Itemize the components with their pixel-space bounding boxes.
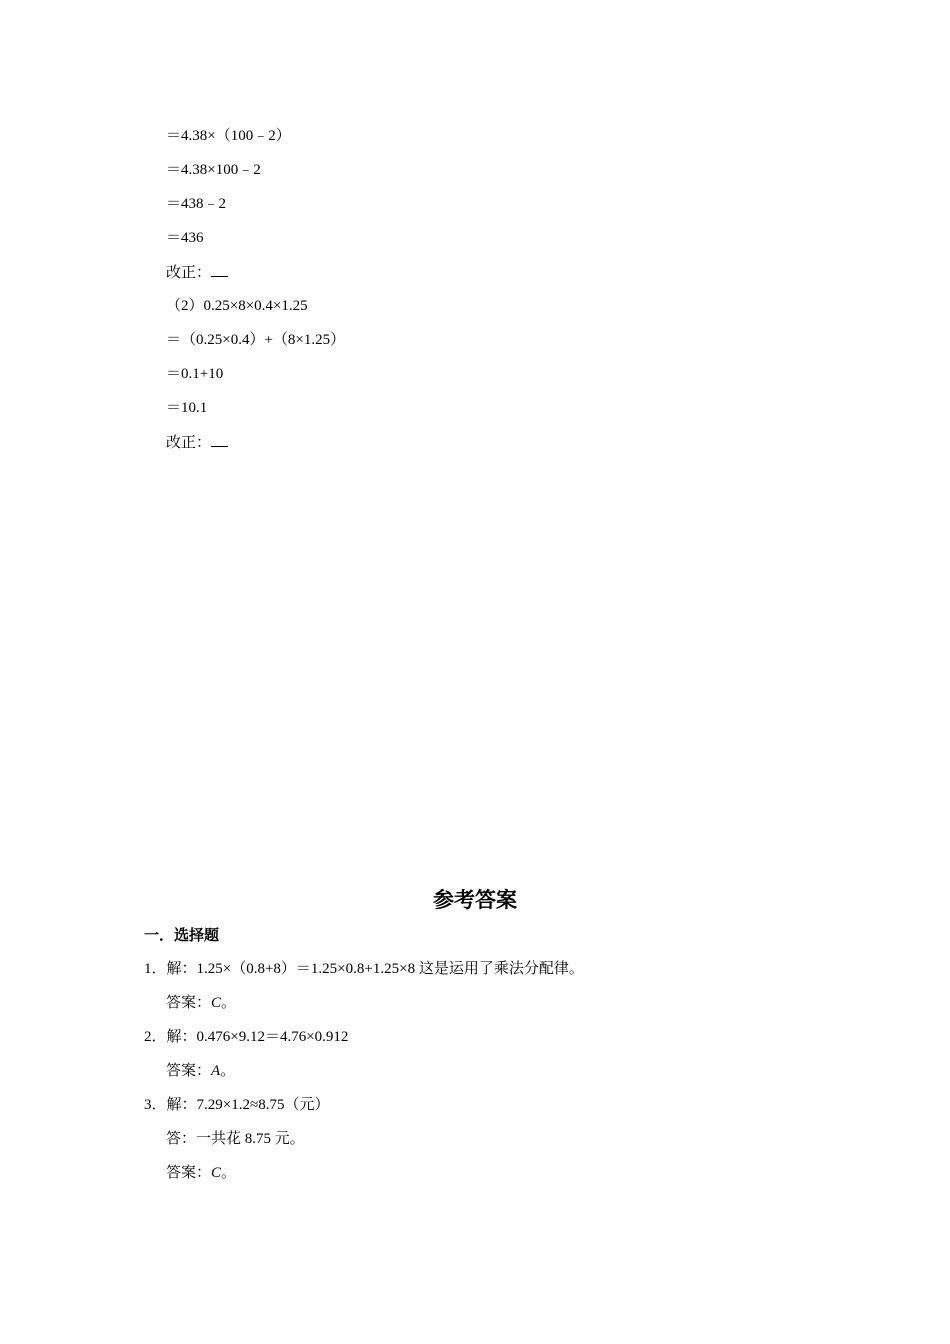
answer-prefix: 答案： [166, 995, 212, 1011]
answer-line [166, 1163, 236, 1183]
answer-item-2 [144, 1027, 348, 1047]
answer-suffix: 。 [221, 995, 237, 1011]
equation-line: ＝10.1 [166, 400, 208, 416]
equation-line: ＝4.38×100﹣2 [166, 162, 261, 178]
equation-line: ＝4.38×（100﹣2） [166, 128, 291, 144]
answer-suffix: 。 [221, 1165, 237, 1181]
answer-line [166, 993, 236, 1013]
answer-blank [211, 262, 228, 277]
equation-line: ＝0.1+10 [166, 366, 224, 382]
answer-value: A [211, 1063, 221, 1079]
solution-text: 解：1.25×（0.8+8）＝1.25×0.8+1.25×8 这是运用了乘法分配律。 [166, 961, 584, 977]
solution-text: 解：7.29×1.2≈8.75（元） [166, 1097, 330, 1113]
section-heading: 一．选择题 [144, 928, 220, 944]
note-line: 答：一共花 8.75 元。 [166, 1131, 305, 1147]
answer-suffix: 。 [220, 1063, 236, 1079]
answer-prefix: 答案： [166, 1063, 212, 1079]
item-number: 1． [144, 961, 167, 977]
item-number: 3． [144, 1097, 167, 1113]
answer-blank [211, 432, 228, 447]
answer-item-1 [144, 959, 584, 979]
answer-line [166, 1061, 235, 1081]
correction-line [166, 432, 228, 453]
answer-item-3 [144, 1095, 329, 1115]
answer-prefix: 答案： [166, 1165, 212, 1181]
equation-line: ＝436 [166, 230, 204, 246]
equation-line: ＝438﹣2 [166, 196, 227, 212]
solution-text: 解：0.476×9.12＝4.76×0.912 [166, 1029, 349, 1045]
equation-line: ＝（0.25×0.4）+（8×1.25） [166, 332, 346, 348]
correction-label: 改正： [166, 265, 212, 281]
correction-label: 改正： [166, 435, 212, 451]
question-line: （2）0.25×8×0.4×1.25 [166, 298, 308, 314]
answer-value: C [211, 995, 222, 1011]
correction-line [166, 262, 228, 283]
answers-title: 参考答案 [433, 888, 517, 912]
item-number: 2． [144, 1029, 167, 1045]
answer-value: C [211, 1165, 222, 1181]
